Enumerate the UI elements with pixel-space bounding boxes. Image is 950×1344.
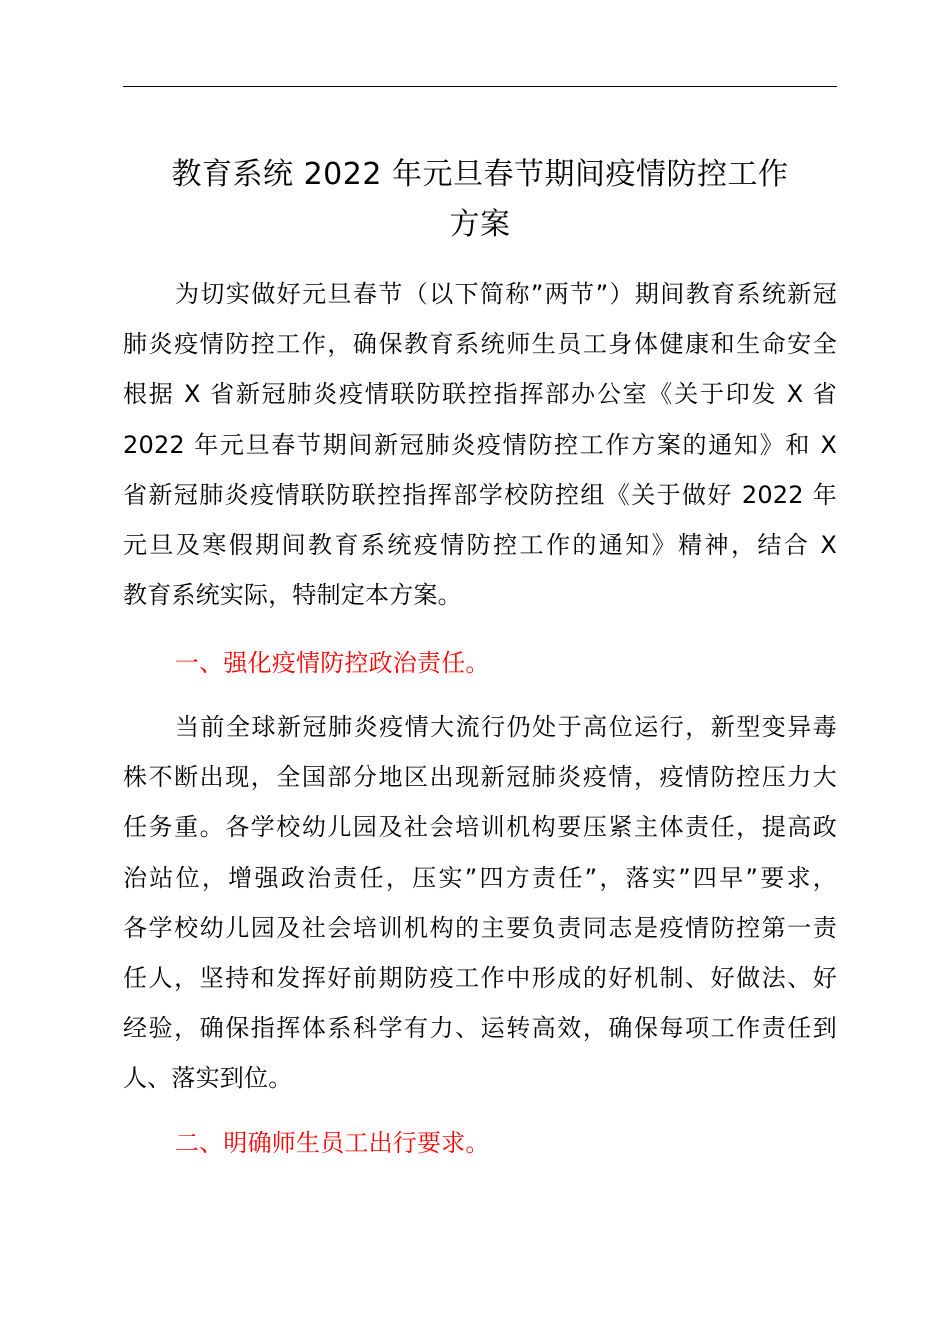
text-line: 人、落实到位。 [123,1064,293,1093]
text-line: 省新冠肺炎疫情联防联控指挥部学校防控组《关于做好 2022 年 [123,480,837,509]
section-heading: 一、强化疫情防控政治责任。 [175,649,490,677]
text-line: 任人，坚持和发挥好前期防疫工作中形成的好机制、好做法、好 [123,963,837,992]
text-line: 根据 X 省新冠肺炎疫情联防联控指挥部办公室《关于印发 X 省 [123,380,837,409]
section1-paragraph [123,702,837,1104]
header-rule [123,86,837,87]
text-line: 肺炎疫情防控工作，确保教育系统师生员工身体健康和生命安全 [123,330,837,359]
text-line: 治站位，增强政治责任，压实”四方责任”，落实”四早”要求， [123,863,837,892]
text-line: 株不断出现，全国部分地区出现新冠肺炎疫情，疫情防控压力大 [123,763,837,792]
text-line: 当前全球新冠肺炎疫情大流行仍处于高位运行，新型变异毒 [175,713,837,741]
title-line: 教育系统 2022 年元旦春节期间疫情防控工作 [171,157,789,192]
text-line: 经验，确保指挥体系科学有力、运转高效，确保每项工作责任到 [123,1014,837,1043]
text-line: 各学校幼儿园及社会培训机构的主要负责同志是疫情防控第一责 [123,913,837,942]
text-line: 教育系统实际，特制定本方案。 [123,581,462,610]
text-line: 2022 年元旦春节期间新冠肺炎疫情防控工作方案的通知》和 X [123,430,837,459]
intro-paragraph [123,269,837,620]
text-line: 为切实做好元旦春节（以下简称”两节”）期间教育系统新冠 [175,280,837,308]
text-line: 元旦及寒假期间教育系统疫情防控工作的通知》精神，结合 X [123,530,837,559]
section-heading: 二、明确师生员工出行要求。 [175,1129,490,1157]
document-title [110,150,850,250]
title-line: 方案 [449,207,511,242]
text-line: 任务重。各学校幼儿园及社会培训机构要压紧主体责任，提高政 [123,813,837,842]
